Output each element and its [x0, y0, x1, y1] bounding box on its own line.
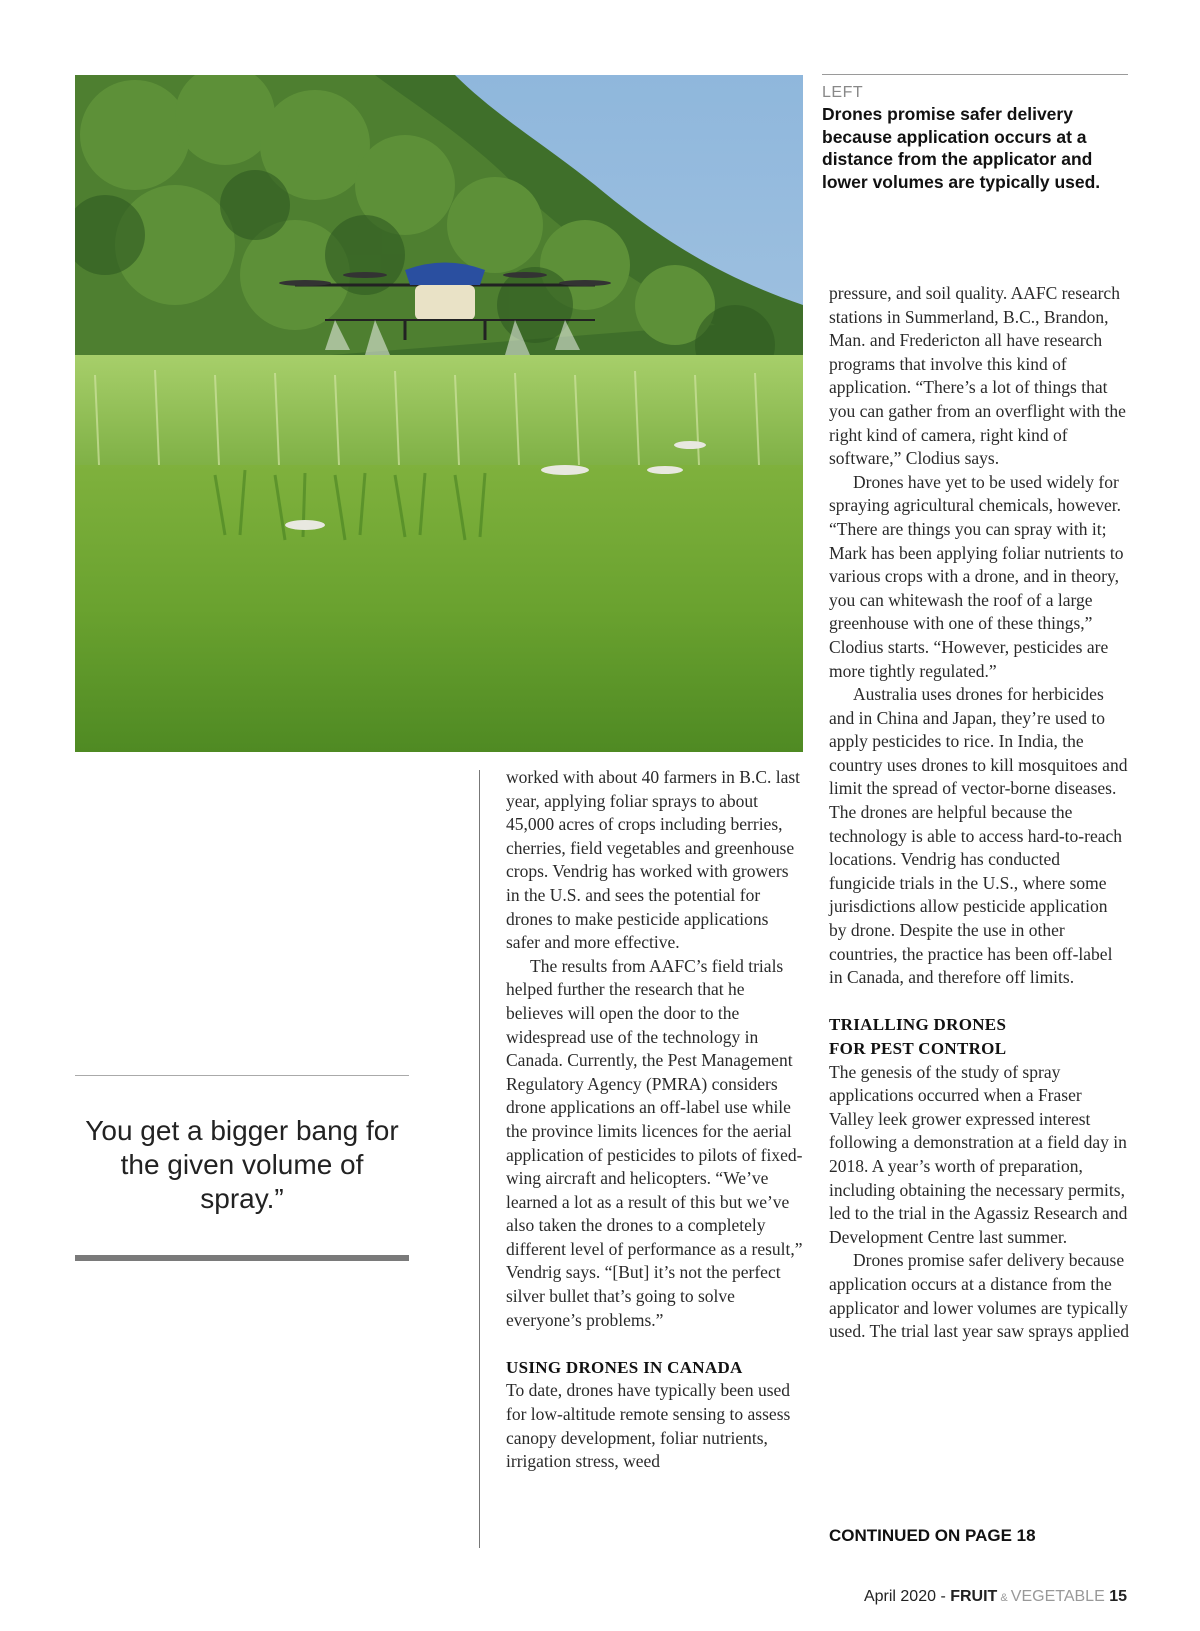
- paragraph: Australia uses drones for herbicides and in China and Japan, they’re used to apply pesticides to rice. In India, the country uses drones to kill mosquitoes and limit the spread of vector-borne diseases. The drones are helpful because the technology is able to access hard-to-reach locations. Vendrig has conducted fungicide trials in the U.S., where some jurisdictions allow pesticide application by drone. Despite the use in other countries, the practice has been off-label in Canada, and therefore off limits.: [829, 684, 1128, 988]
- pull-quote-rule: [75, 1255, 409, 1261]
- continued-link[interactable]: CONTINUED ON PAGE 18: [829, 1526, 1036, 1545]
- pull-quote-text: You get a bigger bang for the given volume of spray.”: [85, 1115, 399, 1214]
- footer-magazine-vegetable: VEGETABLE: [1010, 1588, 1105, 1605]
- drone-photo: [75, 75, 803, 752]
- paragraph: Drones have yet to be used widely for spraying agricultural chemicals, however. “There are things you can spray with it; Mark has been applying foliar nutrients to various crops with a drone, and in theory, you can whitewash the roof of a large greenhouse with one of these things,” Clodius starts. “However, pesticides are more tightly regulated.”: [829, 471, 1124, 681]
- caption-text: Drones promise safer delivery because application occurs at a distance from the applicator and lower volumes are typically used.: [822, 104, 1101, 192]
- paragraph: To date, drones have typically been used for low-altitude remote sensing to assess canopy development, foliar nutrients, irrigation stress, weed: [506, 1380, 791, 1472]
- section-heading-line: TRIALLING DRONES: [829, 1015, 1007, 1035]
- paragraph: Drones promise safer delivery because application occurs at a distance from the applicator and lower volumes are typically used. The trial last year saw sprays applied: [829, 1250, 1130, 1342]
- section-heading-line: FOR PEST CONTROL: [829, 1039, 1007, 1058]
- column-divider: [479, 770, 480, 1548]
- article-column-right: [829, 282, 1129, 1344]
- footer-ampersand: &: [997, 1592, 1011, 1604]
- pull-quote: [75, 1075, 409, 1261]
- footer-magazine-fruit: FRUIT: [950, 1588, 998, 1605]
- section-heading: [829, 1013, 1129, 1060]
- footer-date: April 2020 -: [863, 1588, 951, 1605]
- paragraph: The genesis of the study of spray applications occurred when a Fraser Valley leek grower expressed interest following a demonstration at a field day in 2018. A year’s worth of preparation, including obtaining the necessary permits, led to the trial in the Agassiz Research and Development Centre last summer.: [829, 1061, 1128, 1247]
- page-number: 15: [1104, 1588, 1127, 1605]
- drone-spraying-field-icon: [75, 75, 803, 752]
- caption-label: LEFT: [822, 84, 864, 101]
- photo-caption: [822, 74, 1128, 193]
- section-heading: USING DRONES IN CANADA: [506, 1357, 743, 1377]
- page-footer: [864, 1588, 1127, 1606]
- paragraph: The results from AAFC’s field trials helped further the research that he believes will open the door to the widespread use of the technology in Canada. Currently, the Pest Management Regulatory Agency (PMRA) considers drone applications an off-label use while the province limits licences for the aerial application of pesticides to pilots of fixed-wing aircraft and helicopters. “We’ve learned a lot as a result of this but we’ve also taken the drones to a completely different level of performance as a result,” Vendrig says. “[But] it’s not the perfect silver bullet that’s going to solve everyone’s problems.”: [506, 955, 803, 1330]
- paragraph: worked with about 40 farmers in B.C. last year, applying foliar sprays to about 45,000 acres of crops including berries, cherries, field vegetables and greenhouse crops. Vendrig has worked with growers in the U.S. and sees the potential for drones to make pesticide applications safer and more effective.: [506, 767, 801, 953]
- article-column-middle: [506, 766, 806, 1474]
- paragraph: pressure, and soil quality. AAFC research stations in Summerland, B.C., Brandon, Man. and Fredericton all have research programs that involve this kind of application. “There’s a lot of things that you can gather from an overflight with the right kind of camera, right kind of software,” Clodius says.: [829, 283, 1126, 469]
